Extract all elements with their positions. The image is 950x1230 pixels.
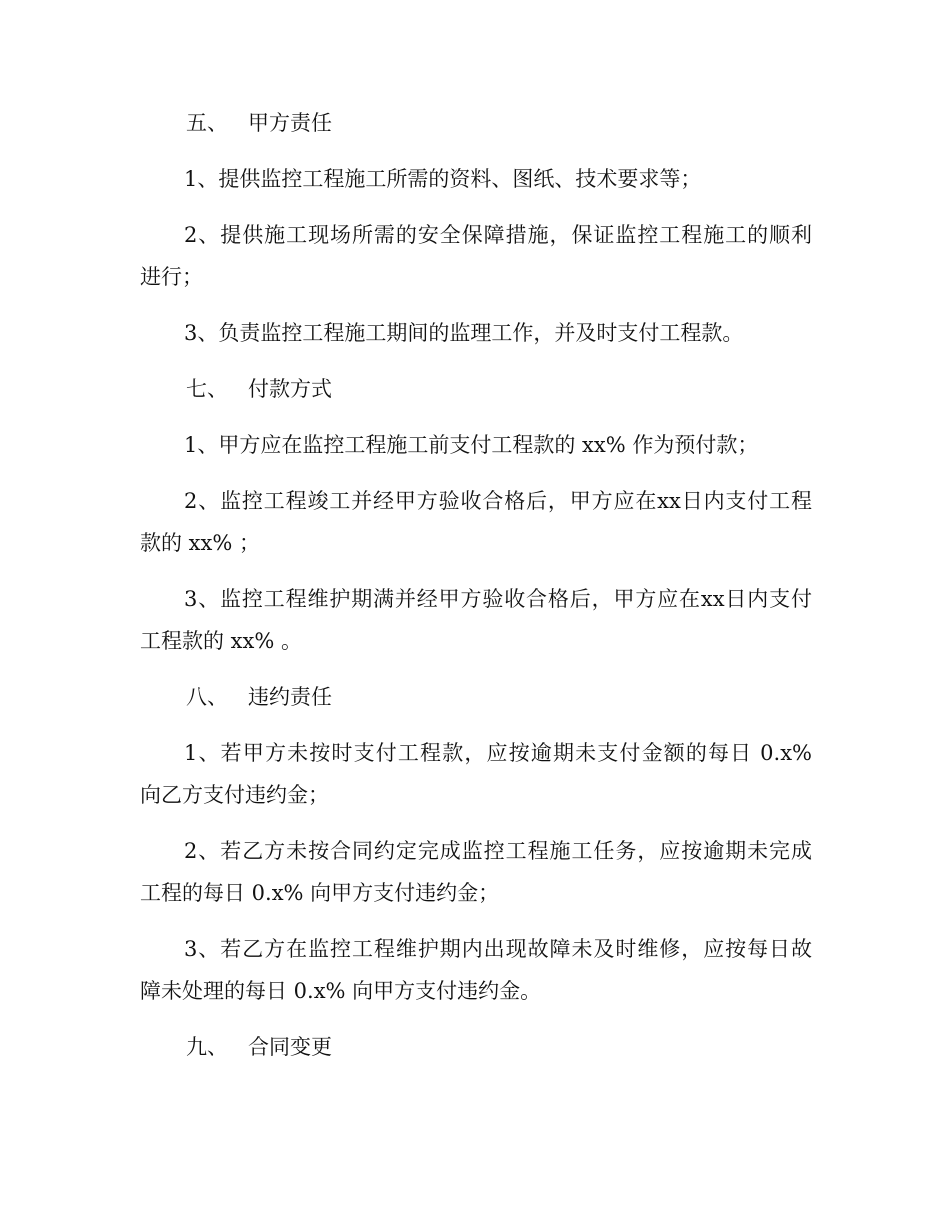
section-number: 七、 [186,377,228,401]
paragraph-line: 2、提供施工现场所需的安全保障措施，保证监控工程施工的顺利 [184,223,812,247]
paragraph-line: 2、监控工程竣工并经甲方验收合格后，甲方应在xx日内支付工程 [184,489,812,513]
section-title: 违约责任 [248,685,332,709]
paragraph-continuation: 障未处理的每日 0.x% 向甲方支付违约金。 [140,979,542,1003]
section-number: 八、 [186,685,228,709]
paragraph-line: 3、若乙方在监控工程维护期内出现故障未及时维修，应按每日故 [184,937,812,961]
section-heading-responsibilities [140,102,812,144]
paragraph-continuation: 工程的每日 0.x% 向甲方支付违约金； [140,881,500,905]
document-body [140,102,812,1068]
paragraph: 3、负责监控工程施工期间的监理工作，并及时支付工程款。 [184,321,744,345]
paragraph-continuation: 向乙方支付违约金； [140,783,329,807]
section-number: 九、 [186,1035,228,1059]
paragraph-continuation: 款的 xx% ； [140,531,260,555]
paragraph: 1、甲方应在监控工程施工前支付工程款的 xx% 作为预付款； [184,433,759,457]
section-title: 甲方责任 [248,111,332,135]
paragraph: 1、提供监控工程施工所需的资料、图纸、技术要求等； [184,167,702,191]
section-heading-amendment [140,1026,812,1068]
paragraph-line: 1、若甲方未按时支付工程款，应按逾期未支付金额的每日 0.x% [184,741,812,765]
paragraph-continuation: 进行； [140,265,203,289]
section-title: 合同变更 [248,1035,332,1059]
paragraph-line: 3、监控工程维护期满并经甲方验收合格后，甲方应在xx日内支付 [184,587,812,611]
section-number: 五、 [186,111,228,135]
paragraph-line: 2、若乙方未按合同约定完成监控工程施工任务，应按逾期未完成 [184,839,812,863]
section-heading-breach [140,676,812,718]
section-title: 付款方式 [248,377,332,401]
paragraph-continuation: 工程款的 xx% 。 [140,629,302,653]
section-heading-payment [140,368,812,410]
